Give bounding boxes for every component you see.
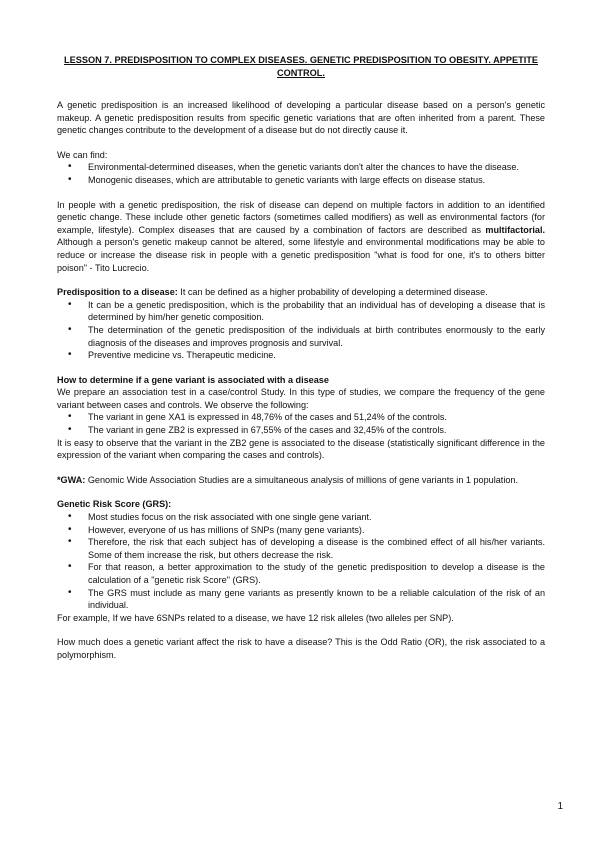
list-item: • Preventive medicine vs. Therapeutic medicine. xyxy=(57,349,545,362)
list-item: • Therefore, the risk that each subject has of developing a disease is the combined effect of all his/her variants. Some of them increase the risk, but others decrease the risk. xyxy=(57,536,545,561)
predisposition-paragraph xyxy=(57,286,545,299)
find-lead: We can find: xyxy=(57,149,108,160)
page-number: 1 xyxy=(557,801,563,812)
predisposition-heading: Predisposition to a disease: xyxy=(57,287,178,298)
grs-heading-text: Genetic Risk Score (GRS): xyxy=(57,499,172,510)
gwa-term: *GWA: xyxy=(57,474,86,485)
list-item: • Monogenic diseases, which are attributable to genetic variants with large effects on disease status. xyxy=(57,174,545,187)
list-item: • However, everyone of us has millions of SNPs (many gene variants). xyxy=(57,524,545,537)
predisposition-list xyxy=(57,299,545,362)
association-intro: We prepare an association test in a case/control Study. In this type of studies, we compare the frequency of the gene variant between cases and controls. We observe the following: xyxy=(57,387,545,410)
multifactorial-text-before: In people with a genetic predisposition, the risk of disease can depend on multiple factors in addition to an identified genetic change. These include other genetic factors (sometimes called modifiers) as well as environmental factors (for example, lifestyle). Complex diseases that are caused by a combination of factors are described as xyxy=(57,199,545,235)
association-heading-text: How to determine if a gene variant is associated with a disease xyxy=(57,374,329,385)
multifactorial-paragraph xyxy=(57,199,545,275)
list-item: • The variant in gene ZB2 is expressed in 67,55% of the cases and 32,45% of the controls. xyxy=(57,424,545,437)
list-item: • Environmental-determined diseases, when the genetic variants don't alter the chances to have the disease. xyxy=(57,161,545,174)
find-list xyxy=(57,161,545,186)
grs-example: For example, If we have 6SNPs related to a disease, we have 12 risk alleles (two alleles per SNP). xyxy=(57,612,454,623)
page-content xyxy=(57,54,545,662)
grs-list xyxy=(57,511,545,612)
list-item: • It can be a genetic predisposition, which is the probability that an individual has of developing a disease that is determined by him/her genetic composition. xyxy=(57,299,545,324)
association-list xyxy=(57,411,545,436)
predisposition-definition: It can be defined as a higher probability of developing a determined disease. xyxy=(177,287,488,298)
list-item: • For that reason, a better approximation to the study of the genetic predisposition to develop a disease is the calculation of a "genetic risk Score" (GRS). xyxy=(57,561,545,586)
odd-ratio-paragraph: How much does a genetic variant affect the risk to have a disease? This is the Odd Ratio (OR), the risk associated to a polymorphism. xyxy=(57,637,545,660)
intro-paragraph: A genetic predisposition is an increased likelihood of developing a particular disease based on a person's genetic makeup. A genetic predisposition results from specific genetic variations that are often inherited from a parent. These genetic changes contribute to the development of a disease but do not directly cause it. xyxy=(57,100,545,136)
grs-heading xyxy=(57,498,545,511)
gwa-text: Genomic Wide Association Studies are a simultaneous analysis of millions of gene variants in 1 population. xyxy=(85,474,518,485)
association-heading xyxy=(57,374,545,387)
association-conclusion: It is easy to observe that the variant in the ZB2 gene is associated to the disease (statistically significant difference in the expression of the variant when comparing the cases and controls). xyxy=(57,437,545,461)
gwa-paragraph xyxy=(57,474,545,487)
list-item: • Most studies focus on the risk associated with one single gene variant. xyxy=(57,511,545,524)
list-item: • The GRS must include as many gene variants as presently known to be a reliable calculation of the risk of an individual. xyxy=(57,587,545,612)
list-item: • The variant in gene XA1 is expressed in 48,76% of the cases and 51,24% of the controls. xyxy=(57,411,545,424)
multifactorial-text-after: Although a person's genetic makeup cannot be altered, some lifestyle and environmental modifications may be able to reduce or increase the disease risk in people with a genetic predisposition "what is food for one, it's to others bitter poison" - Tito Lucrecio. xyxy=(57,237,545,273)
lesson-title: LESSON 7. PREDISPOSITION TO COMPLEX DISEASES. GENETIC PREDISPOSITION TO OBESITY. APPETITE CONTROL. xyxy=(63,55,539,78)
list-item: • The determination of the genetic predisposition of the individuals at birth contributes enormously to the early diagnosis of the diseases and improves prognosis and survival. xyxy=(57,324,545,349)
multifactorial-term: multifactorial. xyxy=(485,224,545,235)
